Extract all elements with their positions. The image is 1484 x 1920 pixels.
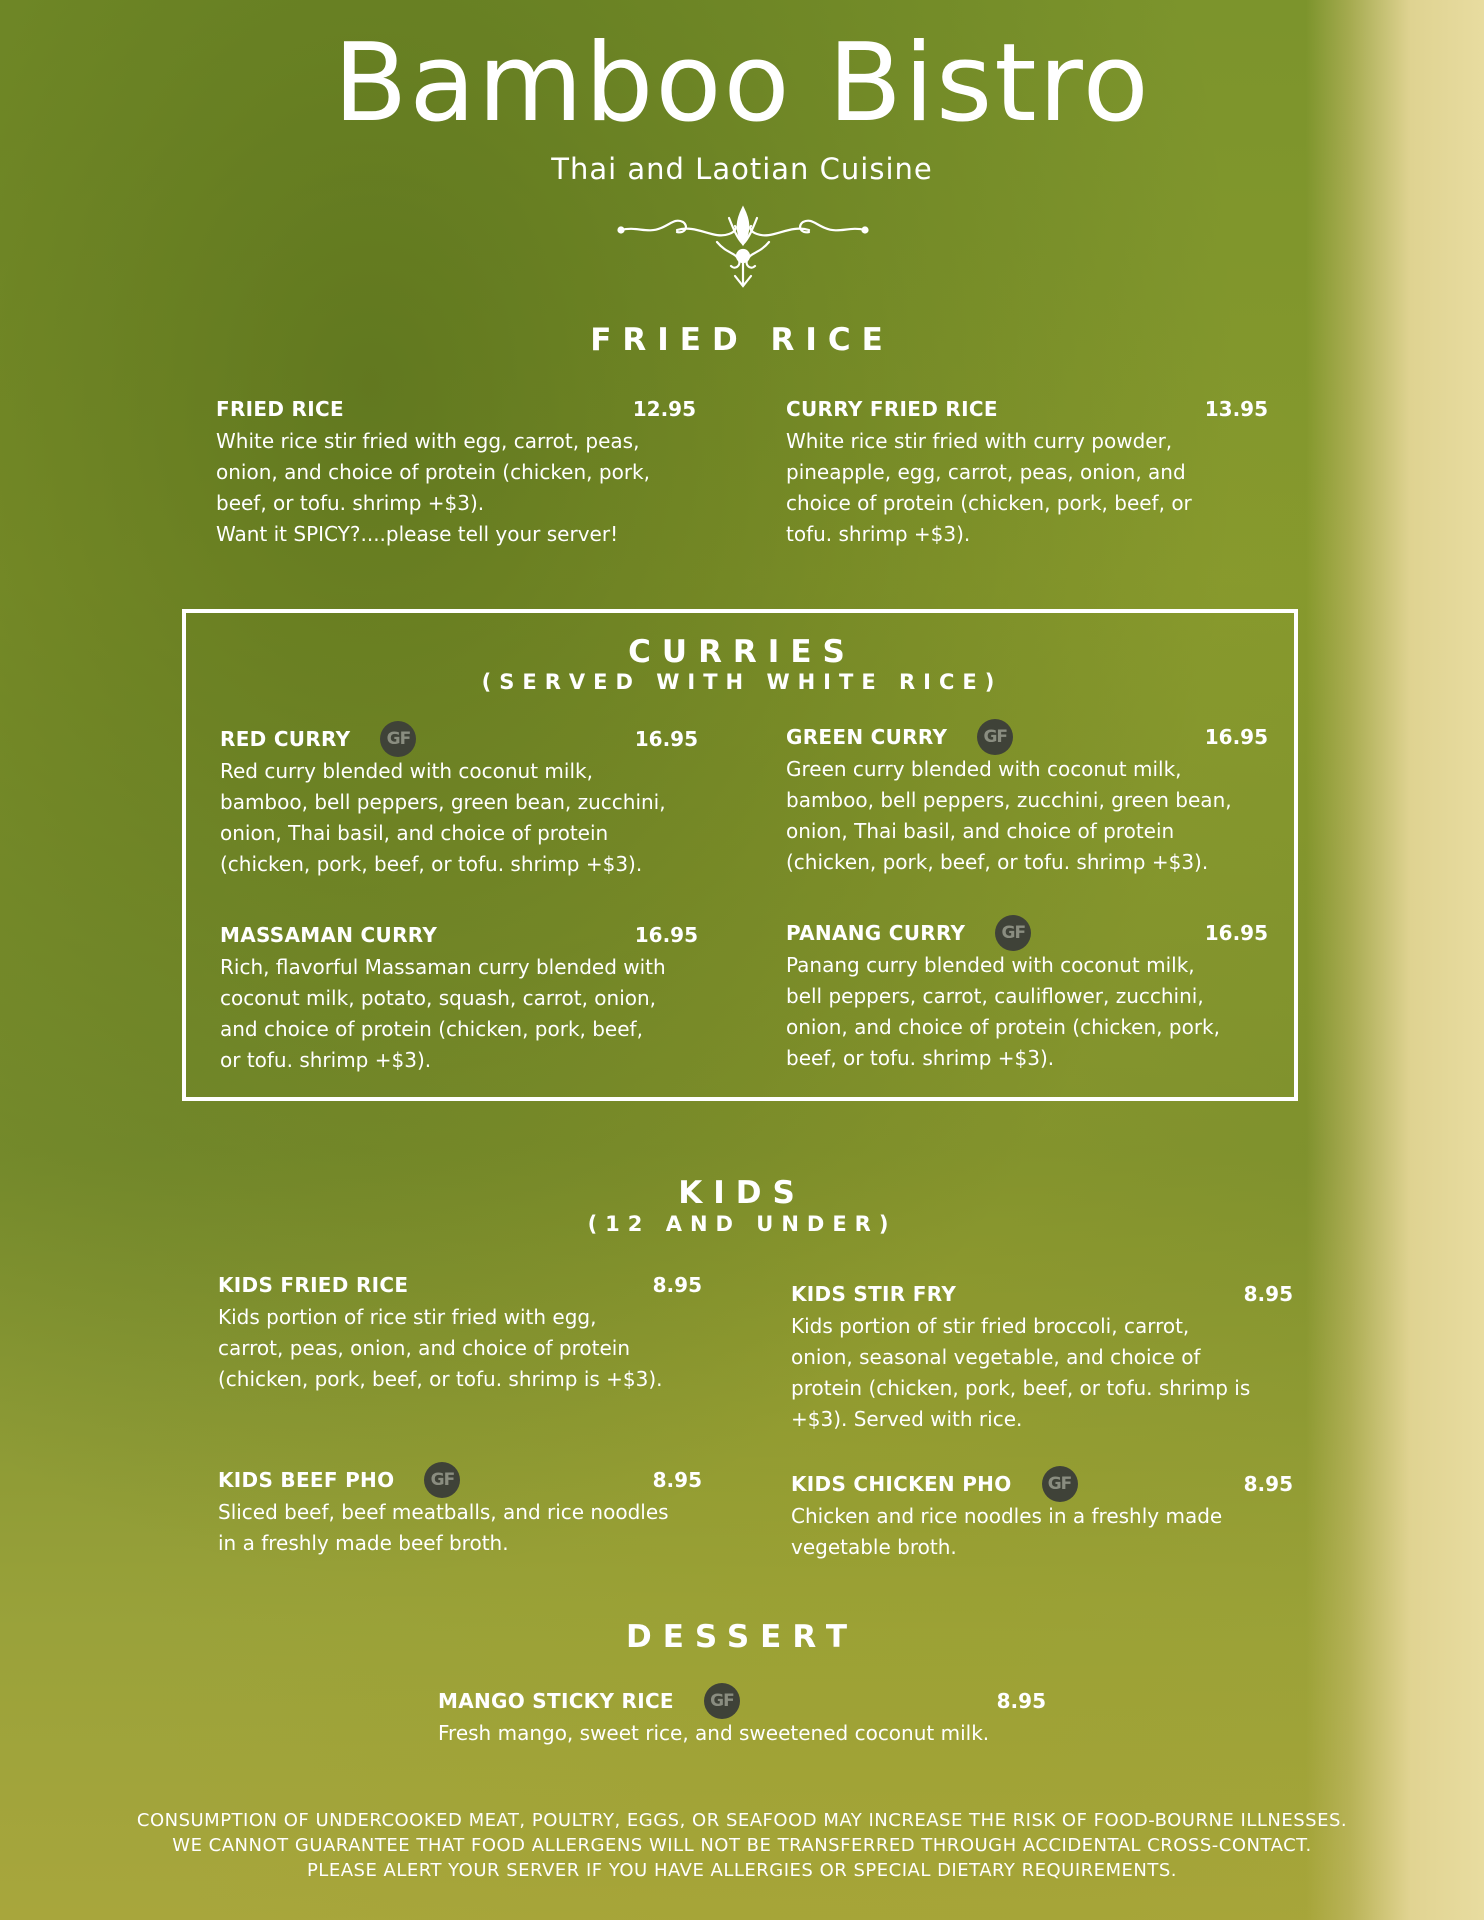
menu-header	[0, 21, 1484, 186]
item-name: KIDS STIR FRY	[791, 1281, 957, 1306]
menu-item-green-curry	[786, 720, 1268, 878]
item-price: 16.95	[1204, 921, 1268, 945]
menu-item-kids-stir-fry	[791, 1277, 1293, 1435]
menu-item-kids-fried-rice	[218, 1268, 702, 1395]
menu-item-panang-curry	[786, 916, 1268, 1074]
item-name: RED CURRY	[220, 726, 351, 751]
gluten-free-badge: GF	[380, 721, 416, 757]
item-name: KIDS CHICKEN PHO	[791, 1471, 1012, 1496]
item-description: Chicken and rice noodles in a freshly made vegetable broth.	[791, 1504, 1223, 1559]
menu-item-mango-sticky-rice	[438, 1684, 1046, 1749]
gluten-free-badge: GF	[1042, 1466, 1078, 1502]
menu-item-massaman-curry	[220, 918, 698, 1076]
item-description: Red curry blended with coconut milk, bamboo, bell peppers, green bean, zucchini, onion, Thai basil, and choice of protein (chicken, pork, beef, or tofu. shrimp +$3).	[220, 759, 666, 876]
item-price: 12.95	[632, 397, 696, 421]
item-price: 8.95	[996, 1689, 1046, 1713]
item-price: 16.95	[634, 727, 698, 751]
menu-item-kids-beef-pho	[218, 1463, 702, 1559]
item-price: 8.95	[652, 1468, 702, 1492]
restaurant-tagline: Thai and Laotian Cuisine	[551, 152, 933, 186]
item-price: 16.95	[634, 923, 698, 947]
section-title-fried-rice: FRIED RICE	[590, 322, 894, 358]
menu-item-curry-fried-rice	[786, 392, 1268, 550]
item-name: KIDS BEEF PHO	[218, 1467, 395, 1492]
item-price: 8.95	[1243, 1472, 1293, 1496]
item-description: Green curry blended with coconut milk, bamboo, bell peppers, zucchini, green bean, onion, Thai basil, and choice of protein (chicken, pork, beef, or tofu. shrimp +$3).	[786, 757, 1232, 874]
item-name: FRIED RICE	[216, 396, 344, 421]
allergen-disclaimer	[0, 1808, 1484, 1883]
item-name: GREEN CURRY	[786, 724, 948, 749]
item-name: PANANG CURRY	[786, 920, 966, 945]
section-subtitle-kids: (12 AND UNDER)	[587, 1212, 897, 1236]
item-name: CURRY FRIED RICE	[786, 396, 998, 421]
gluten-free-badge: GF	[424, 1462, 460, 1498]
section-subtitle-curries: (SERVED WITH WHITE RICE)	[481, 670, 1003, 694]
menu-item-red-curry	[220, 722, 698, 880]
item-price: 8.95	[1243, 1282, 1293, 1306]
item-name: KIDS FRIED RICE	[218, 1272, 409, 1297]
item-description: Rich, flavorful Massaman curry blended with coconut milk, potato, squash, carrot, onion, and choice of protein (chicken, pork, beef, or tofu. shrimp +$3).	[220, 955, 666, 1072]
gluten-free-badge: GF	[977, 719, 1013, 755]
gluten-free-badge: GF	[704, 1683, 740, 1719]
item-description: Panang curry blended with coconut milk, bell peppers, carrot, cauliflower, zucchini, onion, and choice of protein (chicken, pork, beef, or tofu. shrimp +$3).	[786, 953, 1220, 1070]
item-price: 13.95	[1204, 397, 1268, 421]
menu-item-kids-chicken-pho	[791, 1467, 1293, 1563]
section-title-curries: CURRIES	[628, 634, 856, 670]
gluten-free-badge: GF	[995, 915, 1031, 951]
flourish-ornament-icon	[617, 204, 869, 288]
disclaimer-line: CONSUMPTION OF UNDERCOOKED MEAT, POULTRY, EGGS, OR SEAFOOD MAY INCREASE THE RISK OF FOOD-BOURNE ILLNESSES.	[136, 1810, 1348, 1831]
section-title-kids: KIDS	[678, 1175, 806, 1211]
item-description: Fresh mango, sweet rice, and sweetened coconut milk.	[438, 1721, 990, 1745]
item-name: MASSAMAN CURRY	[220, 922, 438, 947]
item-description: Kids portion of stir fried broccoli, carrot, onion, seasonal vegetable, and choice of protein (chicken, pork, beef, or tofu. shrimp is +$3). Served with rice.	[791, 1314, 1251, 1431]
item-description: Kids portion of rice stir fried with egg, carrot, peas, onion, and choice of protein (chicken, pork, beef, or tofu. shrimp is +$3).	[218, 1305, 663, 1391]
item-description: White rice stir fried with curry powder, pineapple, egg, carrot, peas, onion, and choice of protein (chicken, pork, beef, or tofu. shrimp +$3).	[786, 429, 1192, 546]
disclaimer-line: PLEASE ALERT YOUR SERVER IF YOU HAVE ALLERGIES OR SPECIAL DIETARY REQUIREMENTS.	[306, 1860, 1178, 1881]
section-title-dessert: DESSERT	[626, 1619, 858, 1655]
item-price: 16.95	[1204, 725, 1268, 749]
item-description: White rice stir fried with egg, carrot, peas, onion, and choice of protein (chicken, pork, beef, or tofu. shrimp +$3). Want it SPICY?....please tell your server!	[216, 429, 650, 546]
item-description: Sliced beef, beef meatballs, and rice noodles in a freshly made beef broth.	[218, 1500, 669, 1555]
item-price: 8.95	[652, 1273, 702, 1297]
disclaimer-line: WE CANNOT GUARANTEE THAT FOOD ALLERGENS WILL NOT BE TRANSFERRED THROUGH ACCIDENTAL CROSS-CONTACT.	[172, 1835, 1312, 1856]
restaurant-name: Bamboo Bistro	[333, 21, 1151, 146]
item-name: MANGO STICKY RICE	[438, 1688, 674, 1713]
menu-item-fried-rice	[216, 392, 696, 550]
